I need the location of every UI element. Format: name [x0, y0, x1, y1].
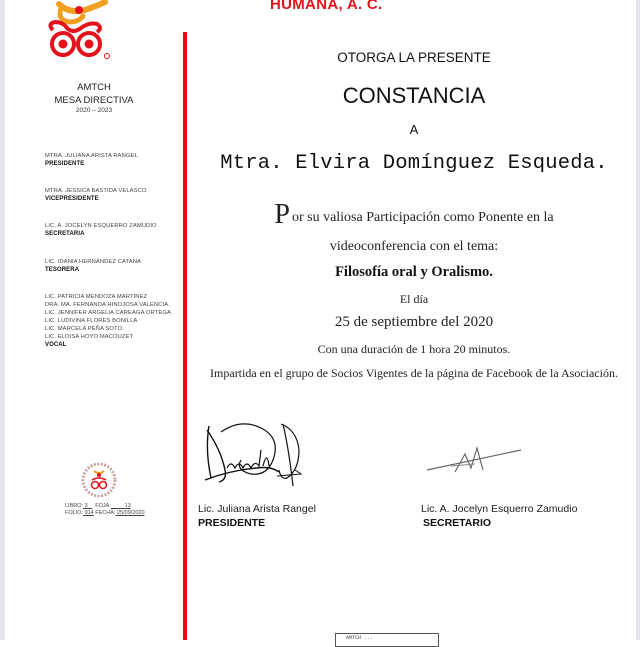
registry-line-2: FOLIO: 914 FECHA: 25/09/2020	[65, 510, 145, 516]
board-member	[45, 152, 138, 168]
intro-line	[187, 199, 640, 230]
board-member	[45, 222, 157, 238]
recipient-name: Mtra. Elvira Domínguez Esqueda.	[220, 152, 608, 175]
certificate-page	[5, 0, 636, 640]
board-member-group	[45, 293, 171, 349]
day-label: El día	[399, 292, 429, 306]
member-name: LIC. A. JOCELYN ESQUERRO ZAMUDIO	[45, 223, 157, 229]
to-label: A	[409, 122, 419, 137]
topic-title: Filosofía oral y Oralismo.	[335, 264, 493, 280]
member-name: LIC. LUDIVINA FLORES BONILLA	[45, 318, 138, 324]
member-name: LIC. IDANIA HERNÁNDEZ CATANA	[45, 259, 141, 265]
member-name: MTRA. JESSICA BASTIDA VELASCO	[45, 188, 147, 194]
board-title: MESA DIRECTIVA	[54, 95, 134, 106]
intro-text: or su valiosa Participación como Ponente en la	[291, 210, 554, 225]
member-role: VOCAL	[45, 342, 67, 348]
secretary-role: SECRETARIO	[423, 517, 492, 529]
footer-stamp	[335, 633, 439, 647]
folio-value: 914	[84, 510, 94, 516]
libro-value: 3	[84, 503, 88, 509]
member-name: LIC. JENNIFER ARGELIA CAREAGA ORTEGA	[45, 310, 171, 316]
official-seal-icon	[81, 462, 117, 498]
secretary-name: Lic. A. Jocelyn Esquerro Zamudio	[421, 503, 578, 515]
venue-text: Impartida en el grupo de Socios Vigentes de la página de Facebook de la Asociación.	[210, 366, 618, 380]
org-name-header: HUMANA, A. C.	[270, 0, 383, 13]
intro-line-2: videoconferencia con el tema:	[329, 239, 499, 254]
member-role: TESORERA	[45, 267, 80, 273]
member-name: DRA. MA. FERNANDA HINOJOSA VALENCIA.	[45, 302, 170, 308]
president-role: PRESIDENTE	[198, 517, 266, 529]
board-member	[45, 258, 141, 274]
registry-line-1: LIBRO: 3 FOJA: 13	[65, 503, 131, 509]
duration-text: Con una duración de 1 hora 20 minutos.	[317, 342, 511, 356]
member-role: PRESIDENTE	[45, 161, 85, 167]
board-period: 2020 – 2023	[75, 107, 113, 114]
member-name: LIC. PATRICIA MENDOZA MARTÍNEZ	[45, 294, 148, 300]
org-acronym: AMTCH	[77, 82, 111, 93]
event-date: 25 de septiembre del 2020	[334, 314, 494, 330]
member-role: VICEPRESIDENTE	[45, 196, 99, 202]
foja-value: 13	[124, 503, 131, 509]
board-member	[45, 187, 146, 203]
footer-stamp-text: AMTCH ...	[346, 635, 374, 641]
member-name: MTRA. JULIANA ARISTA RANGEL	[45, 153, 138, 159]
certificate-title: CONSTANCIA	[342, 83, 486, 108]
amtch-logo-icon	[39, 0, 115, 62]
president-signature-icon	[201, 420, 311, 490]
dropcap: P	[274, 199, 290, 230]
grant-line: OTORGA LA PRESENTE	[337, 50, 491, 65]
fecha-value: 25/09/2020	[116, 510, 145, 516]
secretary-signature-icon	[425, 444, 525, 476]
member-name: LIC. ELOISA HOYO MACOUZET	[45, 334, 134, 340]
member-name: LIC. MARCELA PEÑA SOTO.	[45, 326, 124, 332]
president-name: Lic. Juliana Arista Rangel	[198, 503, 316, 515]
member-role: SECRETARIA	[45, 231, 85, 237]
